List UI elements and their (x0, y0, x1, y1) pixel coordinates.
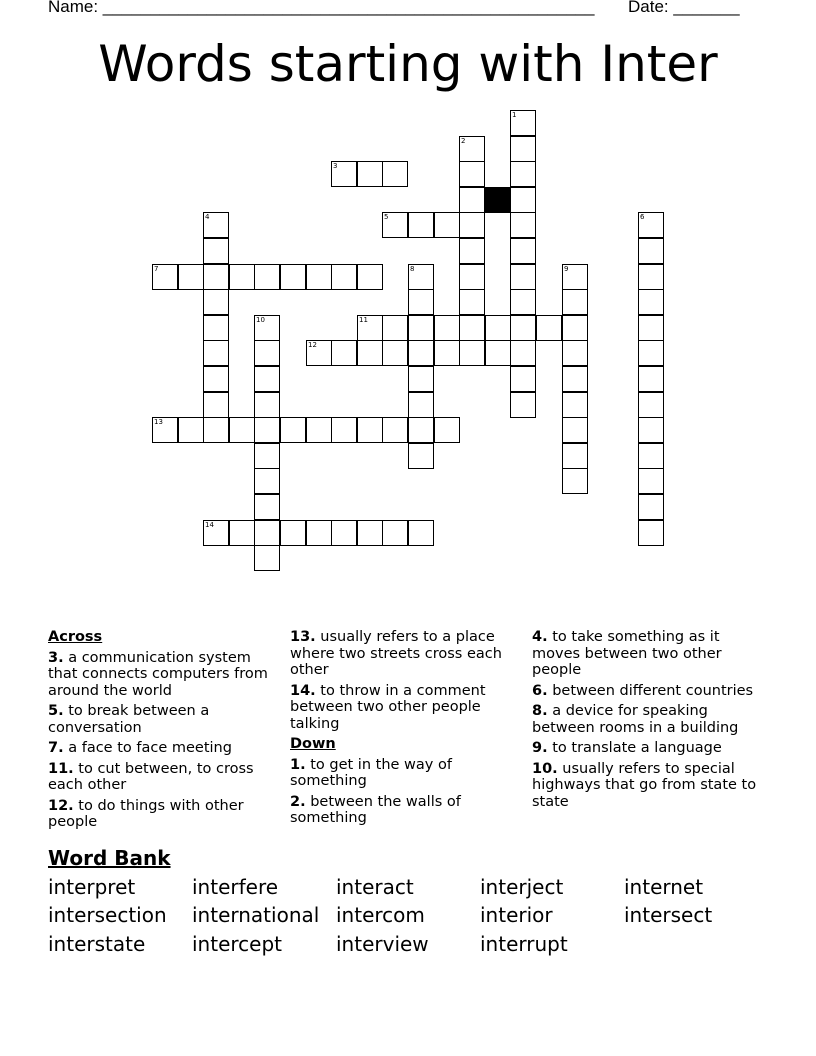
grid-cell[interactable] (408, 366, 434, 392)
grid-cell[interactable] (510, 238, 536, 264)
word-bank-item: interior (480, 903, 553, 927)
grid-cell[interactable] (562, 264, 588, 290)
grid-cell[interactable] (510, 392, 536, 418)
grid-cell[interactable] (459, 187, 485, 213)
word-bank-item: intersect (624, 903, 713, 927)
grid-cell[interactable] (408, 315, 434, 341)
grid-cell[interactable] (485, 340, 511, 366)
clue-number: 11 (359, 316, 368, 324)
grid-cell[interactable] (562, 366, 588, 392)
date-line: Date: _______ (628, 0, 740, 16)
clue-number: 4 (205, 213, 210, 221)
grid-cell[interactable] (510, 289, 536, 315)
grid-cell[interactable] (638, 443, 664, 469)
word-bank-item: interrupt (480, 932, 568, 956)
grid-cell[interactable] (459, 289, 485, 315)
grid-cell[interactable] (638, 315, 664, 341)
word-bank-item: internet (624, 875, 704, 899)
word-bank-item: interfere (192, 875, 279, 899)
clue-column-3 (532, 629, 768, 814)
grid-cell[interactable] (408, 212, 434, 238)
grid-cell[interactable] (434, 340, 460, 366)
grid-cell[interactable] (229, 520, 255, 546)
word-bank-item: intercept (192, 932, 282, 956)
grid-cell[interactable] (562, 468, 588, 494)
grid-cell[interactable] (459, 136, 485, 162)
grid-cell[interactable] (638, 494, 664, 520)
grid-cell[interactable] (178, 417, 204, 443)
grid-cell[interactable] (562, 417, 588, 443)
grid-cell[interactable] (408, 520, 434, 546)
grid-cell[interactable] (331, 161, 357, 187)
grid-cell[interactable] (152, 417, 178, 443)
grid-cell[interactable] (254, 520, 280, 546)
word-bank-item: interact (336, 875, 414, 899)
grid-cell[interactable] (382, 161, 408, 187)
down-heading: Down (290, 736, 336, 752)
word-bank-item: interview (336, 932, 429, 956)
grid-cell[interactable] (254, 315, 280, 341)
grid-cell[interactable] (408, 340, 434, 366)
grid-cell[interactable] (408, 392, 434, 418)
grid-cell[interactable] (382, 340, 408, 366)
clue-number: 13 (154, 418, 163, 426)
grid-cell[interactable] (638, 417, 664, 443)
grid-cell[interactable] (254, 494, 280, 520)
clue-across-13: 13. usually refers to a place where two streets cross each other (290, 629, 502, 678)
grid-cell[interactable] (562, 315, 588, 341)
grid-cell[interactable] (203, 289, 229, 315)
word-bank-item: intercom (336, 903, 425, 927)
grid-cell[interactable] (203, 520, 229, 546)
grid-cell[interactable] (203, 392, 229, 418)
clue-down-9: 9. to translate a language (532, 740, 722, 756)
clue-across-14: 14. to throw in a comment between two other people talking (290, 682, 486, 732)
clue-down-4: 4. to take something as it moves between two other people (532, 629, 722, 678)
clue-across-5: 5. to break between a conversation (48, 703, 210, 736)
grid-cell[interactable] (510, 264, 536, 290)
word-bank-item: interpret (48, 875, 136, 899)
clue-number: 10 (256, 316, 265, 324)
clue-across-7: 7. a face to face meeting (48, 740, 232, 756)
word-bank-title: Word Bank (48, 846, 171, 870)
grid-cell[interactable] (280, 520, 306, 546)
word-bank-item: interstate (48, 932, 146, 956)
grid-cell[interactable] (306, 340, 332, 366)
grid-cell[interactable] (510, 110, 536, 136)
grid-cell[interactable] (459, 264, 485, 290)
grid-cell[interactable] (203, 417, 229, 443)
grid-cell[interactable] (434, 315, 460, 341)
grid-cell[interactable] (254, 417, 280, 443)
grid-cell[interactable] (254, 264, 280, 290)
grid-cell[interactable] (510, 136, 536, 162)
grid-cell[interactable] (638, 238, 664, 264)
grid-cell[interactable] (459, 340, 485, 366)
grid-cell[interactable] (331, 520, 357, 546)
grid-cell[interactable] (510, 161, 536, 187)
grid-cell[interactable] (229, 417, 255, 443)
grid-cell[interactable] (357, 340, 383, 366)
clue-number: 6 (640, 213, 645, 221)
grid-cell[interactable] (357, 315, 383, 341)
grid-cell[interactable] (459, 212, 485, 238)
grid-cell[interactable] (254, 545, 280, 571)
clue-down-1: 1. to get in the way of something (290, 756, 452, 789)
grid-cell[interactable] (638, 289, 664, 315)
grid-cell[interactable] (382, 315, 408, 341)
clue-number: 2 (461, 137, 466, 145)
grid-cell[interactable] (510, 212, 536, 238)
grid-cell[interactable] (638, 468, 664, 494)
grid-cell[interactable] (357, 161, 383, 187)
grid-cell[interactable] (638, 264, 664, 290)
grid-cell[interactable] (331, 340, 357, 366)
grid-cell[interactable] (562, 340, 588, 366)
grid-cell[interactable] (203, 366, 229, 392)
grid-cell[interactable] (357, 264, 383, 290)
grid-cell[interactable] (229, 264, 255, 290)
clue-number: 5 (384, 213, 389, 221)
grid-cell[interactable] (357, 417, 383, 443)
grid-cell[interactable] (382, 212, 408, 238)
clue-number: 12 (308, 341, 317, 349)
clue-number: 7 (154, 265, 159, 273)
grid-cell[interactable] (638, 392, 664, 418)
grid-cell[interactable] (280, 264, 306, 290)
clue-across-3: 3. a communication system that connects computers from around the world (48, 649, 268, 699)
name-line: Name: ____________________________________________________ (48, 0, 595, 16)
grid-cell[interactable] (203, 212, 229, 238)
page-title: Words starting with Inter (98, 35, 718, 93)
grid-cell[interactable] (408, 264, 434, 290)
clue-down-8: 8. a device for speaking between rooms in a building (532, 703, 739, 736)
grid-cell[interactable] (510, 366, 536, 392)
grid-cell[interactable] (203, 264, 229, 290)
grid-cell[interactable] (408, 289, 434, 315)
grid-cell[interactable] (459, 238, 485, 264)
clue-across-12: 12. to do things with other people (48, 797, 244, 830)
grid-cell[interactable] (254, 340, 280, 366)
grid-cell[interactable] (510, 340, 536, 366)
grid-cell[interactable] (562, 289, 588, 315)
clue-number: 14 (205, 521, 214, 529)
across-heading: Across (48, 629, 103, 645)
grid-cell[interactable] (254, 366, 280, 392)
grid-cell[interactable] (306, 417, 332, 443)
grid-cell[interactable] (254, 468, 280, 494)
grid-cell[interactable] (152, 264, 178, 290)
grid-cell[interactable] (280, 417, 306, 443)
word-bank-item: interject (480, 875, 564, 899)
grid-cell[interactable] (459, 161, 485, 187)
grid-cell[interactable] (562, 392, 588, 418)
grid-cell[interactable] (510, 315, 536, 341)
word-bank-item: intersection (48, 903, 167, 927)
grid-cell[interactable] (536, 315, 562, 341)
grid-cell[interactable] (203, 340, 229, 366)
grid-cell[interactable] (562, 443, 588, 469)
grid-cell[interactable] (638, 366, 664, 392)
grid-cell[interactable] (382, 417, 408, 443)
clue-down-6: 6. between different countries (532, 682, 754, 699)
grid-cell[interactable] (485, 315, 511, 341)
clue-number: 1 (512, 111, 517, 119)
grid-cell[interactable] (638, 212, 664, 238)
clue-column-1 (48, 629, 284, 835)
grid-cell[interactable] (331, 264, 357, 290)
grid-cell[interactable] (408, 417, 434, 443)
grid-cell[interactable] (306, 520, 332, 546)
grid-cell[interactable] (434, 212, 460, 238)
clue-across-11: 11. to cut between, to cross each other (48, 760, 254, 793)
grid-cell[interactable] (254, 392, 280, 418)
clue-number: 8 (410, 265, 415, 273)
grid-cell[interactable] (178, 264, 204, 290)
grid-cell[interactable] (638, 520, 664, 546)
grid-cell[interactable] (331, 417, 357, 443)
clue-down-10: 10. usually refers to special highways that go from state to state (532, 760, 757, 810)
grid-cell[interactable] (638, 340, 664, 366)
clue-number: 9 (564, 265, 569, 273)
grid-cell[interactable] (459, 315, 485, 341)
grid-cell[interactable] (203, 315, 229, 341)
clue-number: 3 (333, 162, 338, 170)
clue-column-2 (290, 629, 526, 831)
grid-cell[interactable] (306, 264, 332, 290)
grid-cell[interactable] (510, 187, 536, 213)
grid-cell[interactable] (408, 443, 434, 469)
grid-cell[interactable] (357, 520, 383, 546)
grid-cell[interactable] (382, 520, 408, 546)
grid-cell[interactable] (434, 417, 460, 443)
clue-down-2: 2. between the walls of something (290, 793, 461, 826)
black-cell (485, 187, 511, 213)
grid-cell[interactable] (203, 238, 229, 264)
grid-cell[interactable] (254, 443, 280, 469)
word-bank-item: international (192, 903, 320, 927)
